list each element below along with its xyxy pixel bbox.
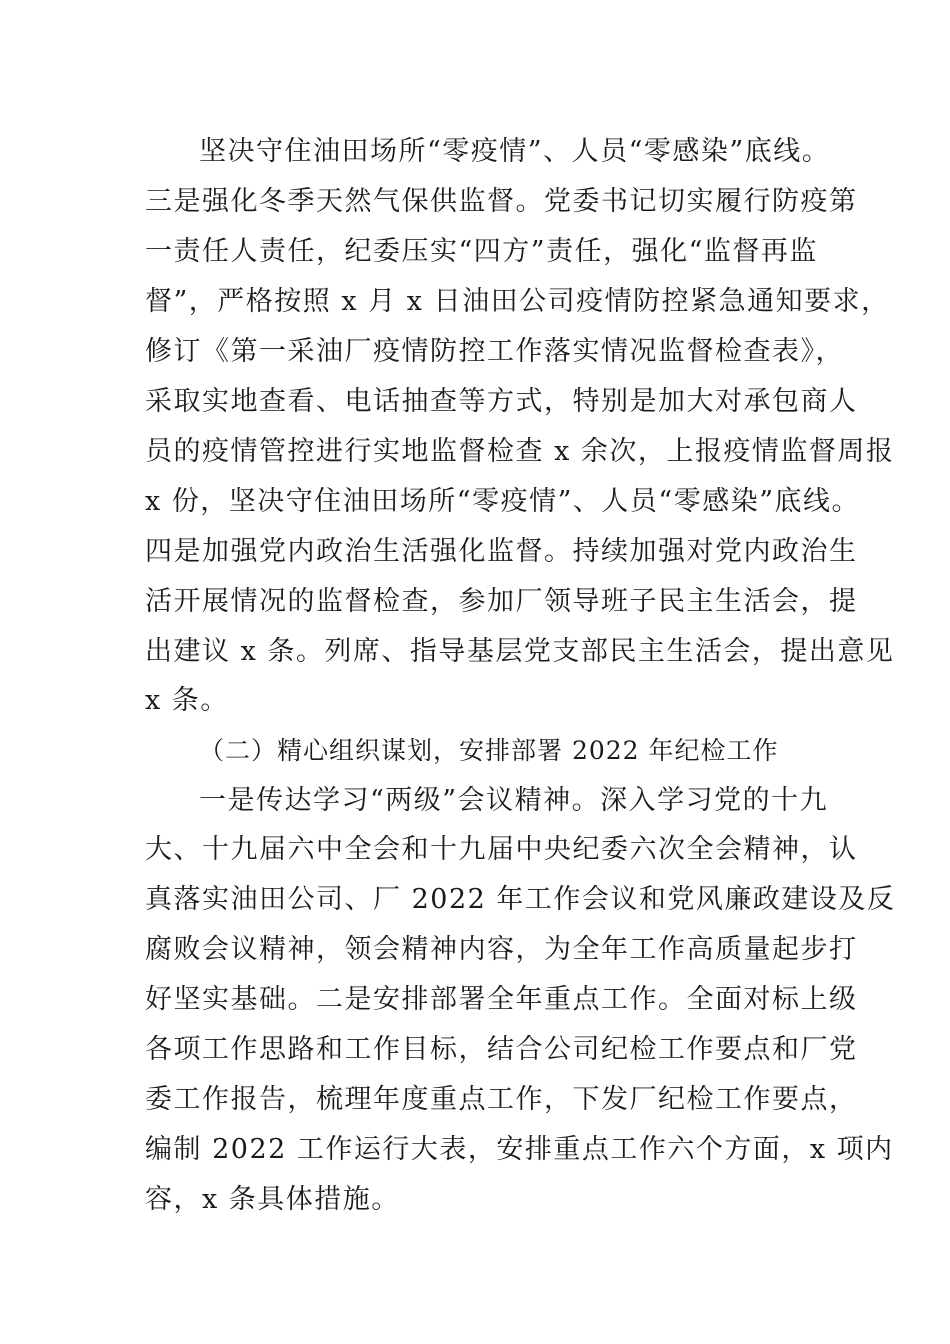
paragraph-line: 真落实油田公司、厂 2022 年工作会议和党风廉政建设及反 — [145, 884, 896, 915]
paragraph-line: 一是传达学习“两级”会议精神。深入学习党的十九 — [199, 785, 829, 816]
paragraph-line: 员的疫情管控进行实地监督检查 x 余次，上报疫情监督周报 — [145, 436, 895, 467]
paragraph-line: 三是强化冬季天然气保供监督。党委书记切实履行防疫第 — [145, 186, 858, 217]
paragraph-line: 好坚实基础。二是安排部署全年重点工作。全面对标上级 — [145, 984, 858, 1015]
paragraph-line: 容，x 条具体措施。 — [145, 1184, 400, 1215]
paragraph-line: 编制 2022 工作运行大表，安排重点工作六个方面，x 项内 — [145, 1134, 894, 1165]
paragraph-line: 四是加强党内政治生活强化监督。持续加强对党内政治生 — [145, 536, 858, 567]
paragraph-line: 出建议 x 条。列席、指导基层党支部民主生活会，提出意见 — [145, 636, 895, 667]
paragraph-line: 大、十九届六中全会和十九届中央纪委六次全会精神，认 — [145, 834, 858, 865]
paragraph-line: 活开展情况的监督检查，参加厂领导班子民主生活会，提 — [145, 586, 858, 617]
paragraph-line: 修订《第一采油厂疫情防控工作落实情况监督检查表》， — [145, 336, 844, 367]
paragraph-line: 督”，严格按照 x 月 x 日油田公司疫情防控紧急通知要求， — [145, 286, 890, 317]
paragraph-line: x 份，坚决守住油田场所“零疫情”、人员“零感染”底线。 — [145, 486, 861, 517]
paragraph-line: 委工作报告，梳理年度重点工作，下发厂纪检工作要点， — [145, 1084, 858, 1115]
paragraph-line: x 条。 — [145, 685, 229, 716]
paragraph-line: 腐败会议精神，领会精神内容，为全年工作高质量起步打 — [145, 934, 858, 965]
section-heading: （二）精心组织谋划，安排部署 2022 年纪检工作 — [199, 736, 779, 765]
paragraph-line: 采取实地查看、电话抽查等方式，特别是加大对承包商人 — [145, 386, 858, 417]
paragraph-line: 一责任人责任，纪委压实“四方”责任，强化“监督再监 — [145, 236, 818, 267]
paragraph-line: 各项工作思路和工作目标，结合公司纪检工作要点和厂党 — [145, 1034, 858, 1065]
paragraph-line: 坚决守住油田场所“零疫情”、人员“零感染”底线。 — [199, 136, 831, 167]
